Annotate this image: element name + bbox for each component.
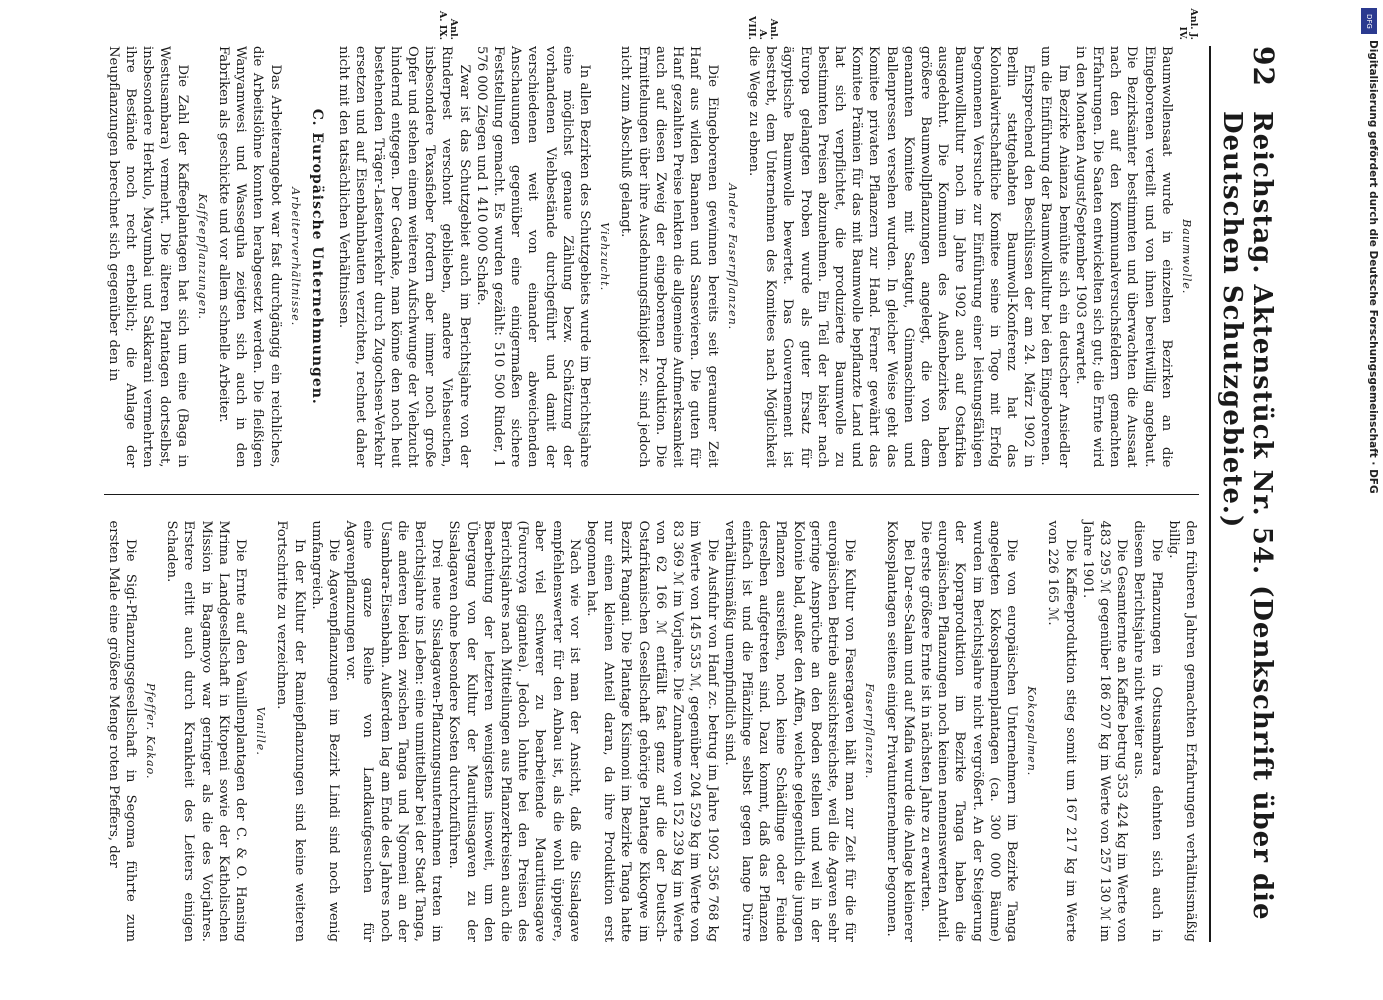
paragraph: Das Arbeiterangebot war fast durchgängig ein reichliches, die Arbeitslöhne konnten herabgesetzt werden. Die fleißigen Wanyamwesi und Wasseguha zeigten sich auch in den Fabriken als geschickte und vor allem schnelle Arbeiter.: [216, 46, 283, 468]
paragraph: Im Bezirke Anianza bemühte sich ein deutscher Ansiedler um die Einführung der Baumwollkultur bei den Eingeborenen.: [1038, 46, 1071, 468]
left-column: [104, 46, 1199, 468]
subheading-fiber: Andere Faserpflanzen.: [725, 183, 739, 331]
page-header: [1209, 46, 1280, 942]
margin-note-3: Anl. A. IX.: [437, 10, 459, 40]
section-heading-c: C. Europäische Unternehmungen.: [309, 108, 326, 405]
subheading-coffee: Kaffeepflanzungen.: [195, 193, 209, 320]
paragraph: Die Gesamternte an Kaffee betrug 353 424 kg im Werte von 483 295 ℳ gegenüber 186 207 kg im Werte von 257 130 ℳ im Jahre 1901.: [1079, 520, 1130, 942]
subheading-cattle: Viehzucht.: [598, 222, 612, 292]
funding-strip: [1357, 0, 1383, 1000]
funding-credit: Digitalisierung gefördert durch die Deutsche Forschungsgemeinschaft · DFG: [1367, 40, 1379, 494]
subheading-pepper: Pfeffer. Kakao.: [144, 682, 158, 780]
page-title: Reichstag. Aktenstück Nr. 54. (Denkschrift über die Deutschen Schutzgebiete.): [1217, 110, 1277, 921]
paragraph: Die Kaffeeproduktion stieg somit um 167 217 kg im Werte von 226 165 ℳ.: [1045, 520, 1078, 942]
paragraph: Bei Dar-es-Salam und auf Mafia wurde die Anlage kleinerer Kokosplantagen seitens einiger Privatunternehmer begonnen.: [883, 520, 916, 942]
paragraph: Nach wie vor ist man der Ansicht, daß die Sisalagave empfehlenswerter für den Anbau ist, als die wohl üppigere, aber viel schwerer zu bearbeitende Mauritiusagave (Fourcroya gigantea). Jedoch lohnte bei den Preisen des Berichtsjahres nach Mitteilungen aus Pflanzerkreisen auch die Bearbeitung der letzteren wenigstens insoweit, um den Übergang von der Kultur der Mauritiusagaven zu der Sisalagaven ohne besondere Kosten durchzuführen.: [446, 520, 582, 942]
column-divider: [104, 494, 1199, 495]
paragraph: Zwar ist das Schutzgebiet auch im Berichtsjahre von der Rinderpest verschont geblieben, andere Viehseuchen, insbesondere Texasfieber fordern aber immer noch große Opfer und stehen einem weiteren Aufschwunge der Viehzucht hindernd entgegen. Der Gedanke, man könne den noch heut bestehenden Träger-Lastenverkehr durch Zugochsen-Verkehr ersetzen und auf Eisenbahnbauten verzichten, rechnet daher nicht mit den tatsächlichen Verhältnissen.: [336, 46, 472, 468]
page-number: 92: [1247, 46, 1280, 87]
paragraph: Die Agavenpflanzungen im Bezirk Lindi sind noch wenig umfangreich.: [308, 520, 342, 942]
paragraph: In der Kultur der Ramiepflanzungen sind keine weiteren Fortschritte zu verzeichnen.: [274, 520, 307, 942]
text-columns: [104, 8, 1199, 942]
paragraph: Die Kultur von Faseragaven hält man zur Zeit für die für europäischen Betrieb aussichtsreichste, weil die Agaven sehr geringe Ansprüche an den Boden stellen und weil in der Kolonie bald, außer den Affen, welche gelegentlich die jungen Pflanzen ausreißen, noch keine Schädlinge oder Feinde derselben aufgetreten sind. Dazu kommt, daß das Pflanzen einfach ist und die Pflänzlinge selbst gegen lange Dürre verhältnismäßig unempfindlich sind.: [721, 520, 858, 942]
margin-note-2: Anl. A. VIII.: [746, 15, 779, 40]
paragraph: Baumwollensaat wurde in einzelnen Bezirken an die Eingeborenen verteilt und von ihnen bereitwillig angebaut. Die Bezirksämter bestimmten und überwachten die Aussaat nach den auf den Kommunalversuchsfeldern gemachten Erfahrungen. Die Saaten entwickelten sich gut; die Ernte wird in den Monaten August/September 1903 erwartet.: [1072, 46, 1174, 468]
right-column: [104, 521, 1199, 943]
paragraph: Die Eingeborenen gewinnen bereits seit geraumer Zeit Hanf aus wilden Bananen und Sansevieren. Die guten für Hanf gezahlten Preise lenkten die allgemeine Aufmerksamkeit auch auf diesen Zweig der eingeborenen Produktion. Die Ermittelungen über ihre Ausdehnungsfähigkeit zc. sind jedoch nicht zum Abschluß gelangt.: [618, 46, 720, 468]
paragraph: den früheren Jahren gemachten Erfahrungen verhältnismäßig billig.: [1165, 520, 1198, 942]
paragraph: Drei neue Sisalagaven-Pflanzungsunternehmen traten im Berichtsjahre ins Leben: eine unmittelbar bei der Stadt Tanga, die anderen beiden zwischen Tanga und Ngomeni an der Usambara-Eisenbahn. Außerdem lag am Ende des Jahres noch eine ganze Reihe von Landkaufgesuchen für Agavenpflanzungen vor.: [343, 520, 445, 942]
subheading-cotton: Baumwolle.: [1180, 219, 1193, 295]
paragraph: Die Ausfuhr von Hanf zc. betrug im Jahre 1902 356 768 kg im Werte von 145 535 ℳ, gegenüber 204 529 kg im Werte von 83 369 ℳ im Vorjahre. Die Zunahme von 152 239 kg im Werte von 62 166 ℳ entfällt fast ganz auf die der Deutsch-Ostafrikanischen Gesellschaft gehörige Plantage Kikogwe im Bezirk Pangani. Die Plantage Kisimoni im Bezirke Tanga hatte nur einen kleinen Anteil daran, da ihre Produktion erst begonnen hat.: [584, 520, 720, 942]
paragraph: Die Ernte auf den Vanillenplantagen der C. & O. Hansing Mrima Landgesellschaft in Kitopeni sowie der Katholischen Mission in Bagamoyo war geringer als die des Vorjahres. Erstere erlitt auch durch Krankheit des Leiters einigen Schaden.: [164, 520, 249, 942]
paragraph: In allen Bezirken des Schutzgebiets wurde im Berichtsjahre eine möglichst genaue Zählung bezw. Schätzung der vorhandenen Viehbestände durchgeführt und damit der verschiedenen weit von einander abweichenden Anschauungen gegenüber eine einigermaßen sichere Feststellung gemacht. Es wurden gezählt: 510 500 Rinder, 1 576 000 Ziegen und 1 410 000 Schafe.: [473, 46, 593, 468]
subheading-fiber-plants: Faserpflanzen.: [863, 683, 877, 780]
subheading-vanilla: Vanille.: [254, 706, 268, 756]
subheading-labor: Arbeiterverhältnisse.: [288, 187, 302, 327]
paragraph: Die von europäischen Unternehmern im Bezirke Tanga angelegten Kokospalmenplantagen (ca. 300 000 Bäume) wurden im Berichtsjahre nicht vergrößert. An der Steigerung der Kopraproduktion im Bezirke Tanga haben die europäischen Pflanzungen noch keinen nennenswerten Anteil. Die erste größere Ernte ist in nächsten Jahre zu erwarten.: [917, 520, 1019, 942]
dfg-logo: DFG: [1361, 8, 1377, 34]
paragraph: Die Pflanzungen in Ostusambara dehnten sich auch in diesem Berichtsjahre nicht weiter aus.: [1131, 520, 1164, 942]
paragraph: Die Zahl der Kaffeeplantagen hat sich um eine (Baga in Westusambara) vermehrt. Die älteren Plantagen dortselbst, insbesondere Herkulo, Mayumbai und Sakkarani vermehrten ihre Bestände noch recht erheblich; die Anlage der Neupflanzungen berechnet sich gegenüber den in: [105, 46, 190, 468]
margin-note-1: Anl. J. IV.: [1177, 8, 1199, 40]
subheading-coconut: Kokospalmen.: [1025, 686, 1039, 777]
paragraph: Die Sigi-Pflanzungsgesellschaft in Segoma führte zum ersten Male eine größere Menge roten Pfeffers, der: [105, 520, 138, 942]
paragraph: Entsprechend den Beschlüssen der am 24. März 1902 in Berlin stattgehabten Baumwoll-Konferenz hat das Kolonialwirtschaftliche Komitee seine in Togo mit Erfolg begonnenen Versuche zur Einführung einer leistungsfähigen Baumwollkultur noch im Jahre 1902 auch auf Ostafrika ausgedehnt. Die Kommunen des Außenbezirkes haben größere Baumwollpflanzungen angelegt, die von dem genannten Komitee mit Saatgut, Ginmaschinen und Ballenpressen versehen wurden. In gleicher Weise geht das Komitee privaten Pflanzern zur Hand. Ferner gewährt das Komitee Prämien für das mit Baumwolle bepflanzte Land und hat sich verpflichtet, die produzierte Baumwolle zu bestimmten Preisen abzunehmen. Ein Teil der bisher nach Europa gelangten Proben wurde als guter Ersatz für ägyptische Baumwolle bewertet. Das Gouvernement ist bestrebt, dem Unternehmen des Komitees nach Möglichkeit die Wege zu ebnen.: [745, 46, 1037, 468]
